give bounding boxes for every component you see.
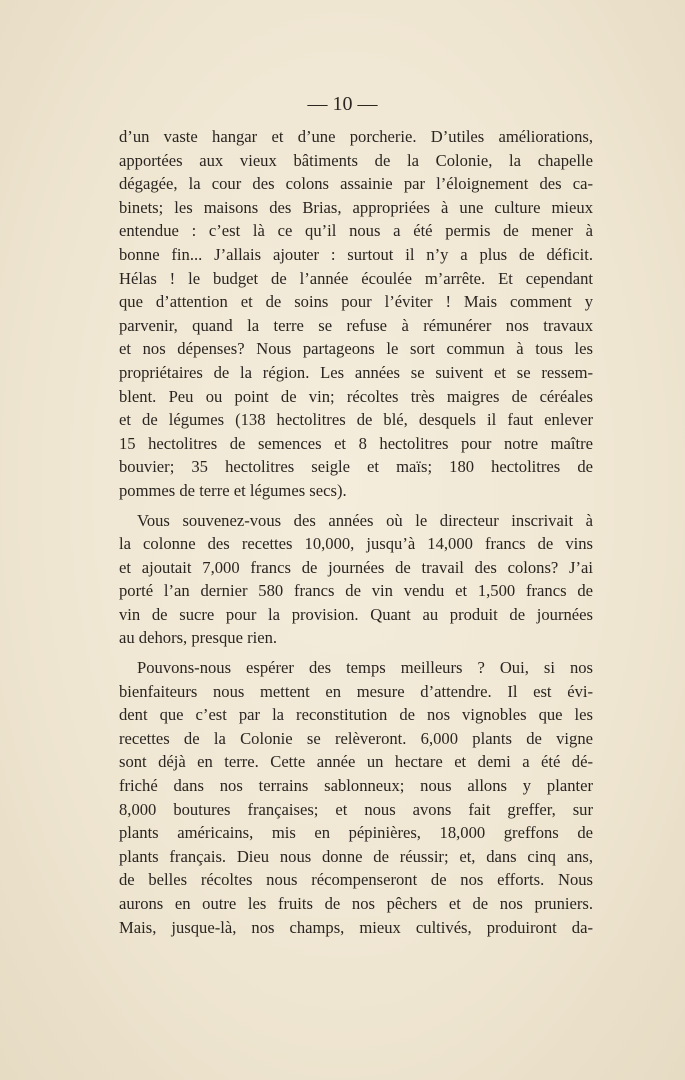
- text-line: et nos dépenses? Nous partageons le sort commun à tous les: [119, 339, 593, 359]
- paragraph-1: [119, 125, 593, 503]
- text-line: parvenir, quand la terre se refuse à rémunérer nos travaux: [119, 315, 593, 335]
- text-line: binets; les maisons des Brias, appropriées à une culture mieux: [119, 197, 593, 217]
- text-line: Mais, jusque-là, nos champs, mieux cultivés, produiront da-: [119, 917, 593, 937]
- text-line: sont déjà en terre. Cette année un hectare et demi a été dé-: [119, 752, 593, 772]
- text-line: 15 hectolitres de semences et 8 hectolitres pour notre maître: [119, 433, 593, 453]
- paragraph-3: [119, 656, 593, 939]
- text-line: recettes de la Colonie se relèveront. 6,000 plants de vigne: [119, 728, 593, 748]
- text-line: Vous souvenez-vous des années où le directeur inscrivait à: [137, 510, 593, 530]
- text-line: 8,000 boutures françaises; et nous avons fait greffer, sur: [119, 799, 593, 819]
- text-line: bouvier; 35 hectolitres seigle et maïs; 180 hectolitres de: [119, 457, 593, 477]
- text-line: plants américains, mis en pépinières, 18,000 greffons de: [119, 823, 593, 843]
- text-line: d’un vaste hangar et d’une porcherie. D’utiles améliorations,: [119, 127, 593, 146]
- text-line: Pouvons-nous espérer des temps meilleurs ? Oui, si nos: [137, 658, 593, 678]
- text-line: vin de sucre pour la provision. Quant au produit de journées: [119, 604, 593, 624]
- text-line: au dehors, presque rien.: [119, 628, 278, 648]
- text-line: propriétaires de la région. Les années se suivent et se ressem-: [119, 362, 593, 382]
- text-line: entendue : c’est là ce qu’il nous a été permis de mener à: [119, 221, 593, 241]
- text-line: et ajoutait 7,000 francs de journées de travail des colons? J’ai: [119, 557, 593, 577]
- text-line: que d’attention et de soins pour l’éviter ! Mais comment y: [119, 292, 593, 312]
- text-line: la colonne des recettes 10,000, jusqu’à 14,000 francs de vins: [119, 534, 593, 554]
- text-line: apportées aux vieux bâtiments de la Colonie, la chapelle: [119, 150, 593, 170]
- page-number: — 10 —: [307, 93, 378, 115]
- text-line: bonne fin... J’allais ajouter : surtout il n’y a plus de déficit.: [119, 244, 593, 264]
- text-line: Hélas ! le budget de l’année écoulée m’arrête. Et cependant: [119, 268, 593, 288]
- body-text: [119, 125, 593, 939]
- text-line: et de légumes (138 hectolitres de blé, desquels il faut enlever: [119, 410, 593, 430]
- text-line: aurons en outre les fruits de nos pêchers et de nos pruniers.: [119, 894, 593, 913]
- text-line: dent que c’est par la reconstitution de nos vignobles que les: [119, 705, 593, 725]
- text-line: dégagée, la cour des colons assainie par l’éloignement des ca-: [119, 174, 593, 194]
- paragraph-2: [119, 509, 593, 651]
- text-line: plants français. Dieu nous donne de réussir; et, dans cinq ans,: [119, 846, 593, 866]
- text-line: porté l’an dernier 580 francs de vin vendu et 1,500 francs de: [119, 581, 593, 601]
- text-line: de belles récoltes nous récompenseront de nos efforts. Nous: [119, 870, 593, 890]
- text-line: bienfaiteurs nous mettent en mesure d’attendre. Il est évi-: [119, 681, 593, 701]
- text-line: pommes de terre et légumes secs).: [119, 480, 347, 500]
- text-line: friché dans nos terrains sablonneux; nous allons y planter: [119, 776, 593, 796]
- text-line: blent. Peu ou point de vin; récoltes très maigres de céréales: [119, 386, 593, 406]
